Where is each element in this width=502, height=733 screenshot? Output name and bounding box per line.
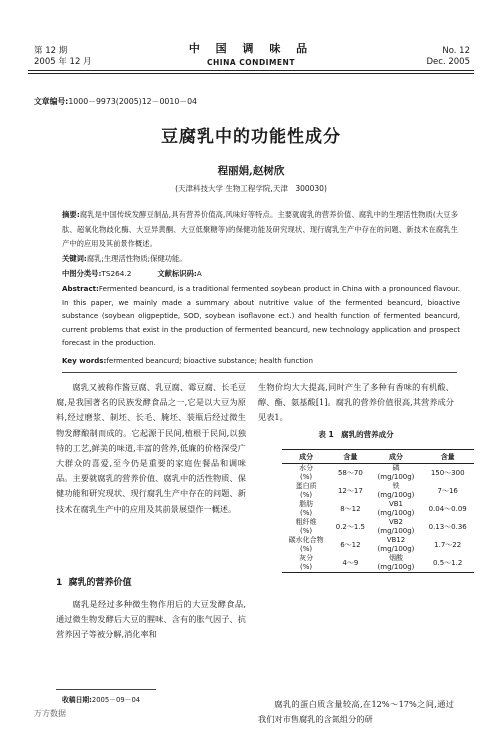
keywords-cn [62,254,462,264]
table-cell [330,500,370,518]
body-right-column [258,380,454,426]
doc-code-label: 文献标识码: [157,269,197,278]
table-cell-line: 碳水化合物 [288,536,324,544]
table-cell-line: (mg/100g) [377,563,415,571]
table-cell-line: VB1 [388,500,403,508]
body-paragraph: 腐乳又被称作酱豆腐、乳豆腐、霉豆腐、长毛豆腐,是我国著名的民族发酵食品之一,它是以大豆为原料,经过磨浆、制坯、长毛、腌坯、装瓶后经过微生物发酵酿制而成的。它起源于民间,植根于民间,以独特的工艺,鲜美的味道,丰富的营养,低廉的价格深受广大群众的喜爱,至今仍是重要的家庭佐餐品和调味品。主要就腐乳的营养价值、腐乳中的活性物质、保健功能和研究现状、现行腐乳生产中存在的问题、新技术在腐乳生产中的应用及其前景展望作一概述。 [56,382,246,514]
table-cell-line: (%) [300,491,313,499]
table-cell [371,518,422,536]
table-cell [371,536,422,554]
section-number: 1 [56,578,63,588]
table-cell-line: 蛋白质 [295,482,317,490]
table-cell-line: (%) [300,563,313,571]
received-date [62,694,140,704]
keywords-en-label: Key words: [62,356,107,365]
body-paragraph: 腐乳是经过多种微生物作用后的大豆发酵食品,通过微生物发酵后大豆的腥味、含有的胀气因子、抗营养因子等被分解,消化率和 [56,599,246,640]
keywords-en-text: fermented beancurd; bioactive substance; health function [106,356,313,365]
table-cell-line: (%) [300,545,313,553]
table-header-cell: 成分 [371,450,422,464]
table-cell-line: (%) [300,509,313,517]
table-cell [421,554,474,573]
table-cell-line: (%) [300,473,313,481]
affiliation: (天津科技大学 生物工程学院,天津 300030) [175,184,327,193]
table-cell [330,482,370,500]
body-paragraph: 生物价均大大提高,同时产生了多种有香味的有机酸、醇、酯、氨基酸[1]。腐乳的营养价值很高,其营养成分见表1。 [258,382,454,423]
abstract-cn-text: 腐乳是中国传统发酵豆制品,具有营养价值高,风味好等特点。主要就腐乳的营养价值、腐乳中的生理活性物质(大豆多肽、超氧化物歧化酶、大豆异黄酮、大豆低聚糖等)的保健功能及研究现状、现行腐乳生产中存在的问题、新技术在腐乳生产中的应用及其前景作概述。 [62,210,459,248]
table-cell-line: 0.13～0.36 [428,522,467,531]
table-title: 表 1 腐乳的营养成分 [318,430,394,439]
table-cell [371,500,422,518]
section-heading-1 [56,575,132,588]
table-cell-line: (mg/100g) [377,509,415,517]
table-cell-line: 磷 [392,464,400,472]
table-cell [330,536,370,554]
header-issue-right [427,46,470,68]
nutrition-table [282,449,474,573]
table-cell [421,464,474,483]
table-cell-line: 脂肪 [299,500,314,508]
issue-en: No. 12 [442,46,470,56]
abstract-cn [62,208,458,252]
body-left-column-2 [56,597,246,643]
body-left-column [56,380,246,517]
table-cell-line: (mg/100g) [377,473,415,481]
doc-code-value: A [196,269,202,278]
table-cell [282,464,330,483]
table-header-row [282,450,474,464]
table-cell-line: 8～12 [340,504,361,513]
table-cell-line: 粗纤维 [295,518,317,526]
abstract-en-label: Abstract: [62,284,99,293]
table-cell [421,500,474,518]
table-row [282,554,474,573]
issue-cn: 第 12 期 [34,46,68,56]
table-cell [371,482,422,500]
article-number-value: 1000－9973(2005)12－0010－04 [68,97,197,106]
table-cell [371,554,422,573]
table-cell-line: 58～70 [337,468,363,477]
body-right-column-2 [258,697,454,727]
table-cell-line: 水分 [299,464,314,472]
footnote-rule [56,689,156,690]
table-cell-line: VB12 [386,536,406,544]
keywords-cn-text: 腐乳;生理活性物质;保健功能。 [86,254,187,263]
abstract-en-text: Fermented beancurd, is a traditional fermented soybean product in China with a pronounced flavour. In this paper, we mainly made a summary about nutritive value of the fermented beancurd, bioactive substance (soybean oligpeptide, SOD, soybean isoflavone ect.) and health function of fermented beancurd, current problems that exist in the production of fermented beancurd, new technology application and prospect forecast in the production. [62,284,460,348]
section-title: 腐乳的营养价值 [68,578,132,588]
body-paragraph: 腐乳的蛋白质含量较高,在12%～17%之间,通过我们对市售腐乳的含氮组分的研 [258,699,454,725]
table-cell [282,518,330,536]
table-cell-line: 150～300 [430,468,465,477]
table-header-cell: 含量 [330,450,370,464]
article-number [34,96,197,107]
journal-name-en: CHINA CONDIMENT [207,58,295,67]
table-cell [371,464,422,483]
article-number-label: 文章编号: [34,97,69,106]
table-cell [330,518,370,536]
table-cell [330,464,370,483]
table-cell [421,518,474,536]
abstract-separator [62,372,457,373]
table-cell-line: (mg/100g) [377,527,415,535]
table-cell-line: (mg/100g) [377,545,415,553]
table-header-cell: 成分 [282,450,330,464]
received-value: 2005－09－04 [91,696,141,704]
table-cell-line: 7～16 [437,486,458,495]
keywords-en [62,356,460,365]
table-cell-line: VB2 [388,518,403,526]
table-cell [282,554,330,573]
table-header-cell: 含量 [421,450,474,464]
header-rule-thin [28,73,474,74]
table-cell-line: (%) [300,527,313,535]
watermark: 万方数据 [34,709,66,718]
table-row [282,482,474,500]
authors: 程丽娟,赵树欣 [217,165,285,177]
table-cell-line: 0.2～1.5 [335,522,366,531]
abstract-cn-label: 摘要: [62,210,80,219]
table-cell-line: (mg/100g) [377,491,415,499]
table-cell-line: 灰分 [299,554,314,562]
clc-value: TS264.2 [101,269,132,278]
paper-title: 豆腐乳中的功能性成分 [161,127,341,147]
table-row [282,536,474,554]
classification-line [62,269,462,279]
table-cell-line: 12～17 [337,486,363,495]
table-cell [421,536,474,554]
table-row [282,500,474,518]
header-rule-thick [28,70,474,71]
table-cell-line: 4～9 [342,558,359,567]
clc-label: 中图分类号: [62,269,102,278]
table-cell [421,482,474,500]
table-cell [330,554,370,573]
table-cell [282,482,330,500]
keywords-cn-label: 关键词: [62,254,87,263]
table-cell-line: 铁 [392,482,400,490]
received-label: 收稿日期: [62,696,92,704]
table-cell [282,500,330,518]
date-cn: 2005 年 12 月 [34,57,92,67]
table-cell-line: 0.5～1.2 [433,558,463,567]
table-cell-line: 0.04～0.09 [428,504,467,513]
journal-name-cn: 中 国 调 味 品 [188,42,314,55]
table-cell-line: 6～12 [340,540,361,549]
table-cell [282,536,330,554]
table-row [282,518,474,536]
table-row [282,464,474,483]
date-en: Dec. 2005 [426,57,470,67]
table-cell-line: 1.7～22 [434,540,462,549]
table-cell-line: 烟酸 [388,554,403,562]
abstract-en [62,282,460,350]
